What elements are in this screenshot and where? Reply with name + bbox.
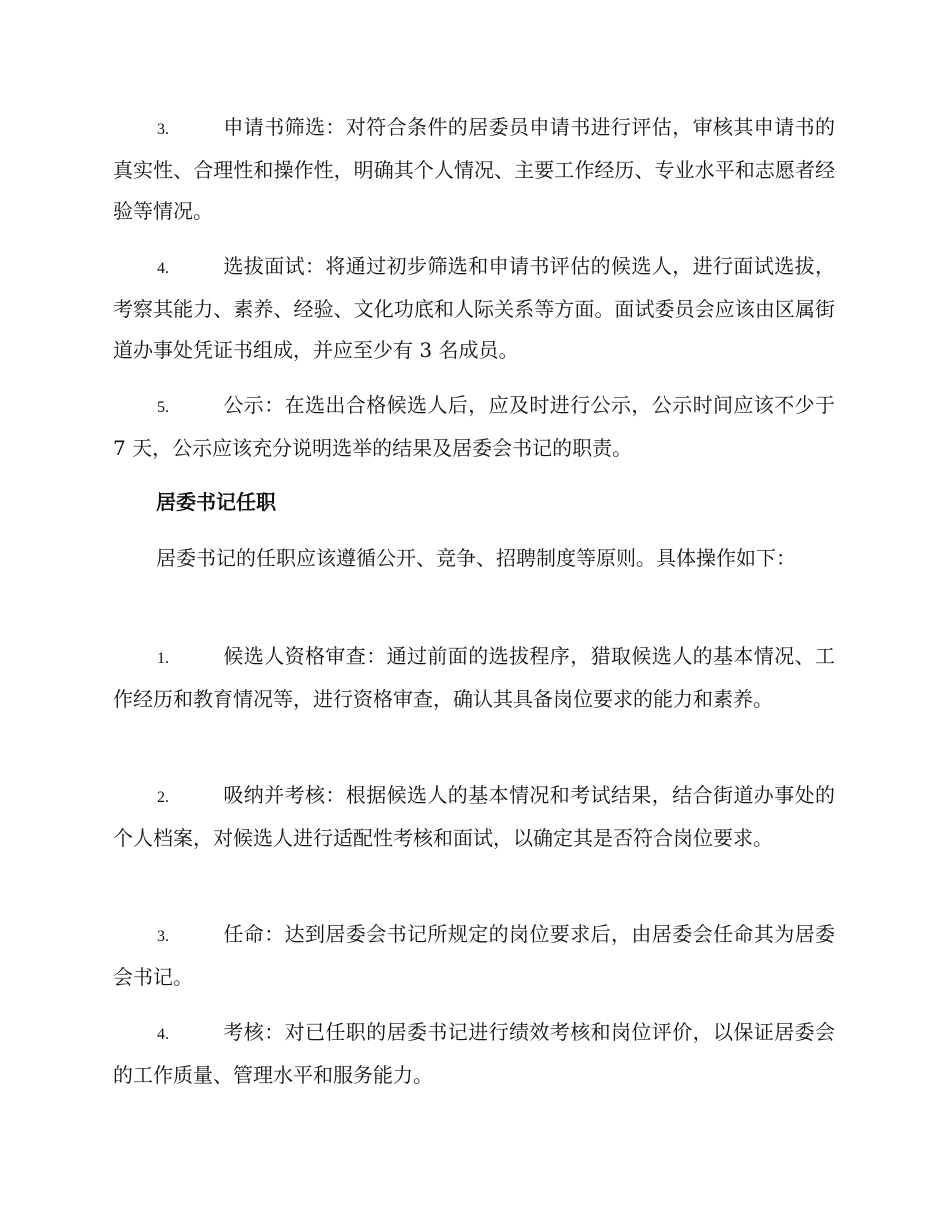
intro-paragraph: 居委书记的任职应该遵循公开、竞争、招聘制度等原则。具体操作如下： bbox=[156, 546, 796, 570]
list-item bbox=[113, 107, 835, 232]
list-item-text: 候选人资格审查：通过前面的选拔程序，猎取候选人的基本情况、工作经历和教育情况等，进行资格审查，确认其具备岗位要求的能力和素养。 bbox=[113, 644, 835, 711]
list-item-number: 4. bbox=[157, 1026, 169, 1043]
list-item-number: 1. bbox=[157, 650, 169, 667]
list-item bbox=[113, 914, 835, 998]
list-item-number: 5. bbox=[157, 399, 169, 416]
list-item-text: 公示：在选出合格候选人后，应及时进行公示，公示时间应该不少于 7 天，公示应该充分说明选举的结果及居委会书记的职责。 bbox=[113, 393, 835, 460]
list-item-text: 任命：达到居委会书记所规定的岗位要求后，由居委会任命其为居委会书记。 bbox=[113, 922, 835, 989]
list-item-text: 选拔面试：将通过初步筛选和申请书评估的候选人，进行面试选拔，考察其能力、素养、经验、文化功底和人际关系等方面。面试委员会应该由区属街道办事处凭证书组成，并应至少有 3 名成员。 bbox=[113, 254, 835, 362]
list-item-number: 3. bbox=[157, 928, 169, 945]
list-item-text: 吸纳并考核：根据候选人的基本情况和考试结果，结合街道办事处的个人档案，对候选人进行适配性考核和面试，以确定其是否符合岗位要求。 bbox=[113, 783, 835, 850]
list-item bbox=[113, 636, 835, 720]
list-item bbox=[113, 385, 835, 469]
list-item bbox=[113, 775, 835, 859]
list-item-text: 考核：对已任职的居委书记进行绩效考核和岗位评价，以保证居委会的工作质量、管理水平和服务能力。 bbox=[113, 1020, 835, 1087]
section-heading: 居委书记任职 bbox=[156, 490, 276, 514]
list-item bbox=[113, 1012, 835, 1096]
list-item-text: 申请书筛选：对符合条件的居委员申请书进行评估，审核其申请书的真实性、合理性和操作性，明确其个人情况、主要工作经历、专业水平和志愿者经验等情况。 bbox=[113, 115, 835, 223]
list-item-number: 2. bbox=[157, 789, 169, 806]
list-item-number: 3. bbox=[157, 121, 169, 138]
list-item-number: 4. bbox=[157, 260, 169, 277]
list-item bbox=[113, 246, 835, 371]
